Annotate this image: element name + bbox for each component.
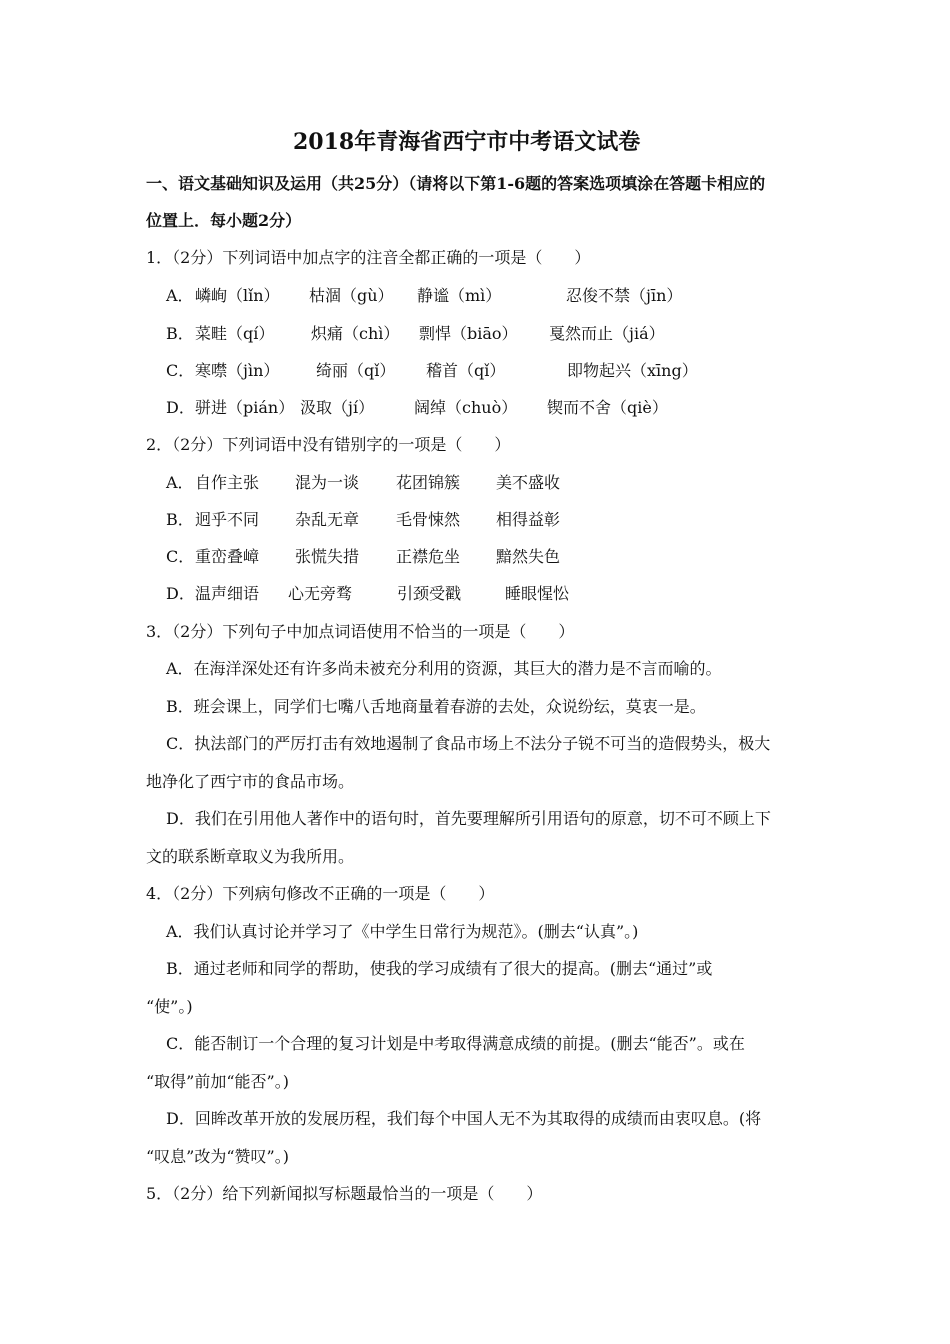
question-3-line: C．执法部门的严厉打击有效地遏制了食品市场上不法分子锐不可当的造假势头，极大 [166,734,771,753]
option-item: 重峦叠嶂 [195,547,260,566]
question-4-line: A．我们认真讨论并学习了《中学生日常行为规范》。(删去“认真”。) [166,922,639,941]
question-4-line: “使”。) [146,997,193,1016]
option-item: 杂乱无章 [295,510,360,529]
option-item: 寒噤（jìn） [195,361,280,380]
option-item: 炽痛（chì） [311,324,400,343]
option-item: 枯涸（gù） [309,286,394,305]
option-item: 黯然失色 [496,547,561,566]
option-item: 嶙峋（lǐn） [195,286,280,305]
option-item: 即物起兴（xīng） [567,361,698,380]
option-item: 自作主张 [195,473,260,492]
question-1-stem: 1．（2分）下列词语中加点字的注音全都正确的一项是（ ） [146,248,591,267]
question-4-stem: 4．（2分）下列病句修改不正确的一项是（ ） [146,884,495,903]
option-item: 温声细语 [195,584,260,603]
question-4-line: “叹息”改为“赞叹”。) [146,1147,289,1166]
option-item: 菜畦（qí） [195,324,275,343]
question-4-line: C．能否制订一个合理的复习计划是中考取得满意成绩的前提。(删去“能否”。或在 [166,1034,745,1053]
option-label: B． [166,510,194,529]
question-3-line: 地净化了西宁市的食品市场。 [146,772,355,791]
option-item: 引颈受戳 [397,584,462,603]
option-label: C． [166,361,195,380]
question-4-line: D．回眸改革开放的发展历程，我们每个中国人无不为其取得的成绩而由衷叹息。(将 [166,1109,762,1128]
question-3-stem: 3．（2分）下列句子中加点词语使用不恰当的一项是（ ） [146,622,575,641]
option-item: 戛然而止（jiá） [549,324,665,343]
option-item: 迥乎不同 [195,510,260,529]
section-header-line-1: 一、语文基础知识及运用（共25分）（请将以下第1-6题的答案选项填涂在答题卡相应的 [146,174,766,193]
option-item: 忍俊不禁（jīn） [566,286,683,305]
option-item: 绮丽（qǐ） [316,361,396,380]
option-item: 美不盛收 [496,473,561,492]
option-item: 剽悍（biāo） [419,324,518,343]
option-label: B． [166,324,194,343]
option-item: 花团锦簇 [396,473,461,492]
question-3-line: A．在海洋深处还有许多尚未被充分利用的资源，其巨大的潜力是不言而喻的。 [166,659,722,678]
option-item: 张慌失措 [295,547,360,566]
question-2-stem: 2．（2分）下列词语中没有错别字的一项是（ ） [146,435,511,454]
question-3-line: D．我们在引用他人著作中的语句时，首先要理解所引用语句的原意，切不可不顾上下 [166,809,771,828]
page-title: 2018年青海省西宁市中考语文试卷 [293,129,641,155]
option-label: C． [166,547,195,566]
question-3-line: B．班会课上，同学们七嘴八舌地商量着春游的去处，众说纷纭，莫衷一是。 [166,697,706,716]
option-item: 汲取（jí） [300,398,375,417]
option-label: D． [166,398,195,417]
option-item: 睡眼惺忪 [505,584,570,603]
question-3-line: 文的联系断章取义为我所用。 [146,847,355,866]
question-5-stem: 5．（2分）给下列新闻拟写标题最恰当的一项是（ ） [146,1184,543,1203]
option-item: 心无旁骛 [288,584,353,603]
option-item: 稽首（qǐ） [426,361,506,380]
option-label: D． [166,584,195,603]
option-item: 毛骨悚然 [396,510,461,529]
question-4-line: “取得”前加“能否”。) [146,1072,289,1091]
option-label: A． [166,286,194,305]
section-header-line-2: 位置上．每小题2分） [146,211,302,230]
option-item: 相得益彰 [496,510,561,529]
question-4-line: B．通过老师和同学的帮助，使我的学习成绩有了很大的提高。(删去“通过”或 [166,959,713,978]
option-item: 阔绰（chuò） [414,398,518,417]
option-item: 锲而不舍（qiè） [547,398,668,417]
option-item: 静谧（mì） [417,286,502,305]
option-item: 正襟危坐 [396,547,461,566]
option-item: 混为一谈 [295,473,360,492]
option-label: A． [166,473,194,492]
option-item: 骈进（pián） [195,398,295,417]
